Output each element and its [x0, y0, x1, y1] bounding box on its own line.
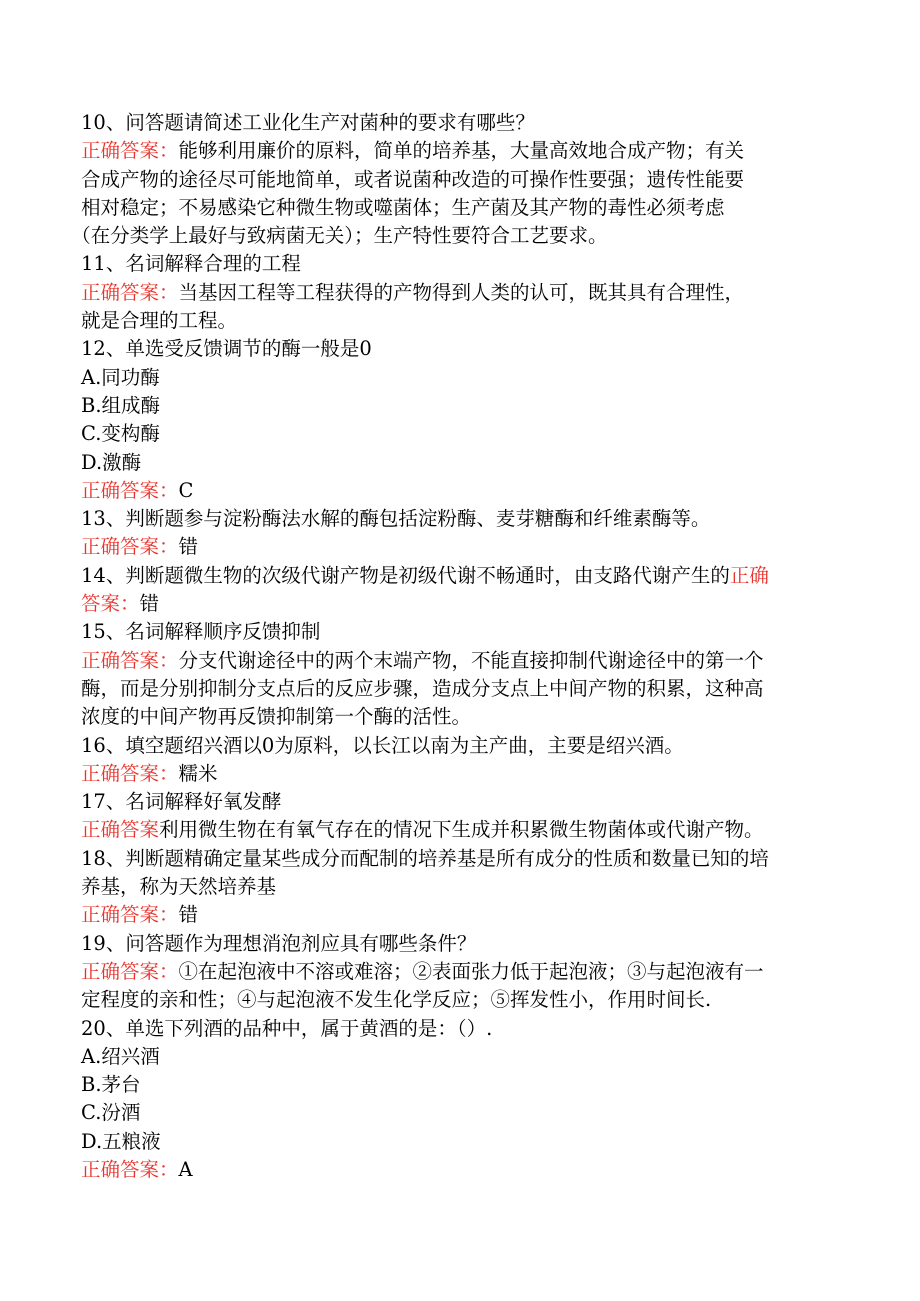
text-line [81, 505, 841, 533]
text-line [81, 845, 841, 873]
answer-line [81, 1156, 841, 1184]
answer-line [81, 590, 841, 618]
line-text: B.茅台 [81, 1073, 141, 1097]
text-line [81, 1071, 841, 1099]
line-text: 13、判断题参与淀粉酶法水解的酶包括淀粉酶、麦芽糖酶和纤维素酶等。 [81, 507, 711, 531]
text-line [81, 392, 841, 420]
answer-label: 正确答案： [81, 535, 179, 559]
answer-label: 正确答案： [81, 959, 179, 983]
line-text: 相对稳定；不易感染它种微生物或噬菌体；生产菌及其产物的毒性必须考虑 [81, 195, 725, 219]
line-text: C.变构酶 [81, 422, 160, 446]
answer-label: 正确答案： [81, 280, 179, 304]
text-line [81, 788, 841, 816]
text-line [81, 873, 841, 901]
text-line [81, 420, 841, 448]
text-line [81, 1128, 841, 1156]
answer-text: 错 [139, 592, 160, 616]
answer-label: 正确答案： [81, 648, 179, 672]
answer-label: 答案： [81, 592, 140, 616]
line-text: 10、问答题请简述工业化生产对菌种的要求有哪些？ [81, 111, 535, 134]
line-text: C.汾酒 [81, 1101, 141, 1125]
line-text: 合成产物的途径尽可能地简单，或者说菌种改造的可操作性要强；遗传性能要 [81, 167, 745, 191]
text-line [81, 930, 841, 958]
text-line [81, 449, 841, 477]
line-text: 定程度的亲和性；④与起泡液不发生化学反应；⑤挥发性小，作用时间长. [81, 988, 712, 1012]
text-line [71, 222, 841, 250]
answer-label: 正确答案： [81, 478, 179, 502]
line-text: 16、填空题绍兴酒以0为原料，以长江以南为主产曲，主要是绍兴酒。 [81, 733, 684, 757]
answer-line [81, 477, 841, 505]
answer-label: 正确答案： [81, 761, 179, 785]
answer-text: 当基因工程等工程获得的产物得到人类的认可，既其具有合理性， [178, 280, 745, 304]
line-text: 11、名词解释合理的工程 [81, 252, 301, 276]
answer-line [81, 816, 841, 844]
answer-text: 糯米 [178, 761, 218, 785]
answer-line [81, 137, 841, 165]
answer-label: 正确答案： [81, 903, 179, 927]
answer-text: ①在起泡液中不溶或难溶；②表面张力低于起泡液；③与起泡液有一 [178, 959, 764, 983]
line-text: 14、判断题微生物的次级代谢产物是初级代谢不畅通时，由支路代谢产生的 [81, 563, 730, 587]
text-line [81, 675, 841, 703]
line-text: D.五粮液 [81, 1129, 161, 1153]
question-list [71, 109, 841, 1184]
text-line [81, 1043, 841, 1071]
line-text: 18、判断题精确定量某些成分而配制的培养基是所有成分的性质和数量已知的培 [81, 846, 769, 870]
text-line [81, 364, 841, 392]
answer-label: 正确答案： [81, 1157, 179, 1181]
line-text: （在分类学上最好与致病菌无关）；生产特性要符合工艺要求。 [71, 224, 608, 248]
line-text: 20、单选下列酒的品种中，属于黄酒的是：（）. [81, 1016, 493, 1040]
answer-text: C [178, 478, 194, 502]
line-text: B.组成酶 [81, 393, 161, 417]
line-text: 养基，称为天然培养基 [81, 875, 277, 899]
line-text: 15、名词解释顺序反馈抑制 [81, 620, 321, 644]
line-text: D.激酶 [81, 450, 142, 474]
text-line [81, 703, 841, 731]
answer-line [81, 279, 841, 307]
answer-text: A [178, 1157, 193, 1181]
answer-line [81, 647, 841, 675]
answer-text: 分支代谢途径中的两个末端产物，不能直接抑制代谢途径中的第一个 [178, 648, 764, 672]
text-line [81, 335, 841, 363]
answer-label: 正确答案： [81, 139, 179, 163]
line-text: A.同功酶 [81, 365, 160, 389]
answer-line [81, 533, 841, 561]
answer-text: 能够利用廉价的原料，简单的培养基，大量高效地合成产物；有关 [178, 139, 745, 163]
text-line [81, 307, 841, 335]
answer-line [81, 901, 841, 929]
line-text: 浓度的中间产物再反馈抑制第一个酶的活性。 [81, 705, 472, 729]
line-text: 19、问答题作为理想消泡剂应具有哪些条件？ [81, 931, 477, 955]
line-text: 12、单选受反馈调节的酶一般是0 [81, 337, 372, 361]
text-line [81, 1099, 841, 1127]
text-line [81, 166, 841, 194]
text-line [81, 986, 841, 1014]
answer-text: 利用微生物在有氧气存在的情况下生成并积累微生物菌体或代谢产物。 [159, 818, 764, 842]
text-line [81, 618, 841, 646]
answer-text: 错 [178, 903, 199, 927]
text-line [81, 109, 841, 137]
text-line [81, 250, 841, 278]
answer-line [81, 760, 841, 788]
text-line [81, 562, 841, 590]
line-text: A.绍兴酒 [81, 1044, 160, 1068]
line-text: 酶，而是分别抑制分支点后的反应步骤，造成分支点上中间产物的积累，这种高 [81, 676, 764, 700]
answer-label: 正确 [729, 563, 769, 587]
text-line [81, 194, 841, 222]
line-text: 就是合理的工程。 [81, 309, 238, 333]
line-text: 17、名词解释好氧发酵 [81, 790, 282, 814]
answer-line [81, 958, 841, 986]
answer-label: 正确答案 [81, 818, 160, 842]
text-line [81, 732, 841, 760]
text-line [81, 1015, 841, 1043]
answer-text: 错 [178, 535, 199, 559]
